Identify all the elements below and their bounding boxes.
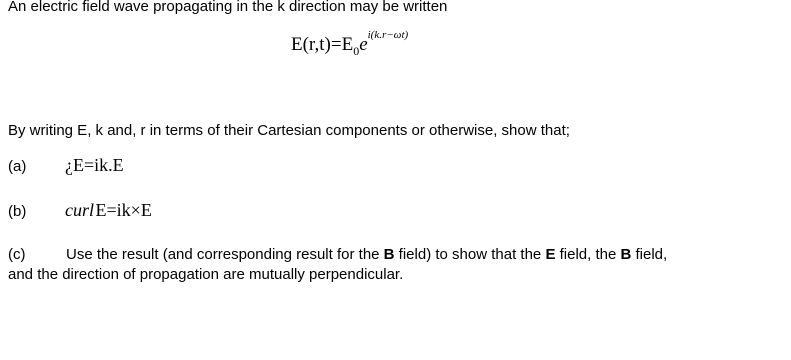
part-c-bold-e: E bbox=[545, 246, 556, 263]
part-b-equation bbox=[65, 200, 152, 221]
part-c-line-1 bbox=[66, 246, 667, 263]
part-a-expression: E=ik.E bbox=[73, 155, 124, 175]
part-a-label: (a) bbox=[8, 158, 27, 175]
part-c-bold-b-2: B bbox=[620, 246, 632, 263]
part-b-label: (b) bbox=[8, 203, 27, 220]
equation-exponent: i(k.r−ωt) bbox=[367, 29, 409, 41]
field-equation bbox=[291, 29, 409, 58]
part-c-line-2: and the direction of propagation are mutually perpendicular. bbox=[8, 266, 404, 283]
instruction-text: By writing E, k and, r in terms of their Cartesian components or otherwise, show that; bbox=[8, 122, 570, 139]
part-a-equation bbox=[65, 155, 124, 176]
part-c-text-2: field) to show that the bbox=[394, 246, 546, 263]
part-c-text-4: field, bbox=[631, 246, 668, 263]
part-c-bold-b-1: B bbox=[383, 246, 395, 263]
equation-lhs: E(r,t)=E bbox=[291, 34, 354, 55]
intro-text: An electric field wave propagating in the k direction may be written bbox=[8, 0, 448, 15]
equation-exponential-base: e bbox=[359, 34, 368, 55]
part-c-text-1: Use the result (and corresponding result for the bbox=[66, 246, 384, 263]
part-c-label: (c) bbox=[8, 246, 26, 263]
part-a-prefix: ¿ bbox=[65, 155, 73, 175]
equation-subscript: 0 bbox=[353, 44, 360, 58]
part-c-text-3: field, the bbox=[555, 246, 621, 263]
part-b-expression: E=ik×E bbox=[95, 200, 152, 220]
part-b-curl: curl bbox=[65, 200, 94, 220]
